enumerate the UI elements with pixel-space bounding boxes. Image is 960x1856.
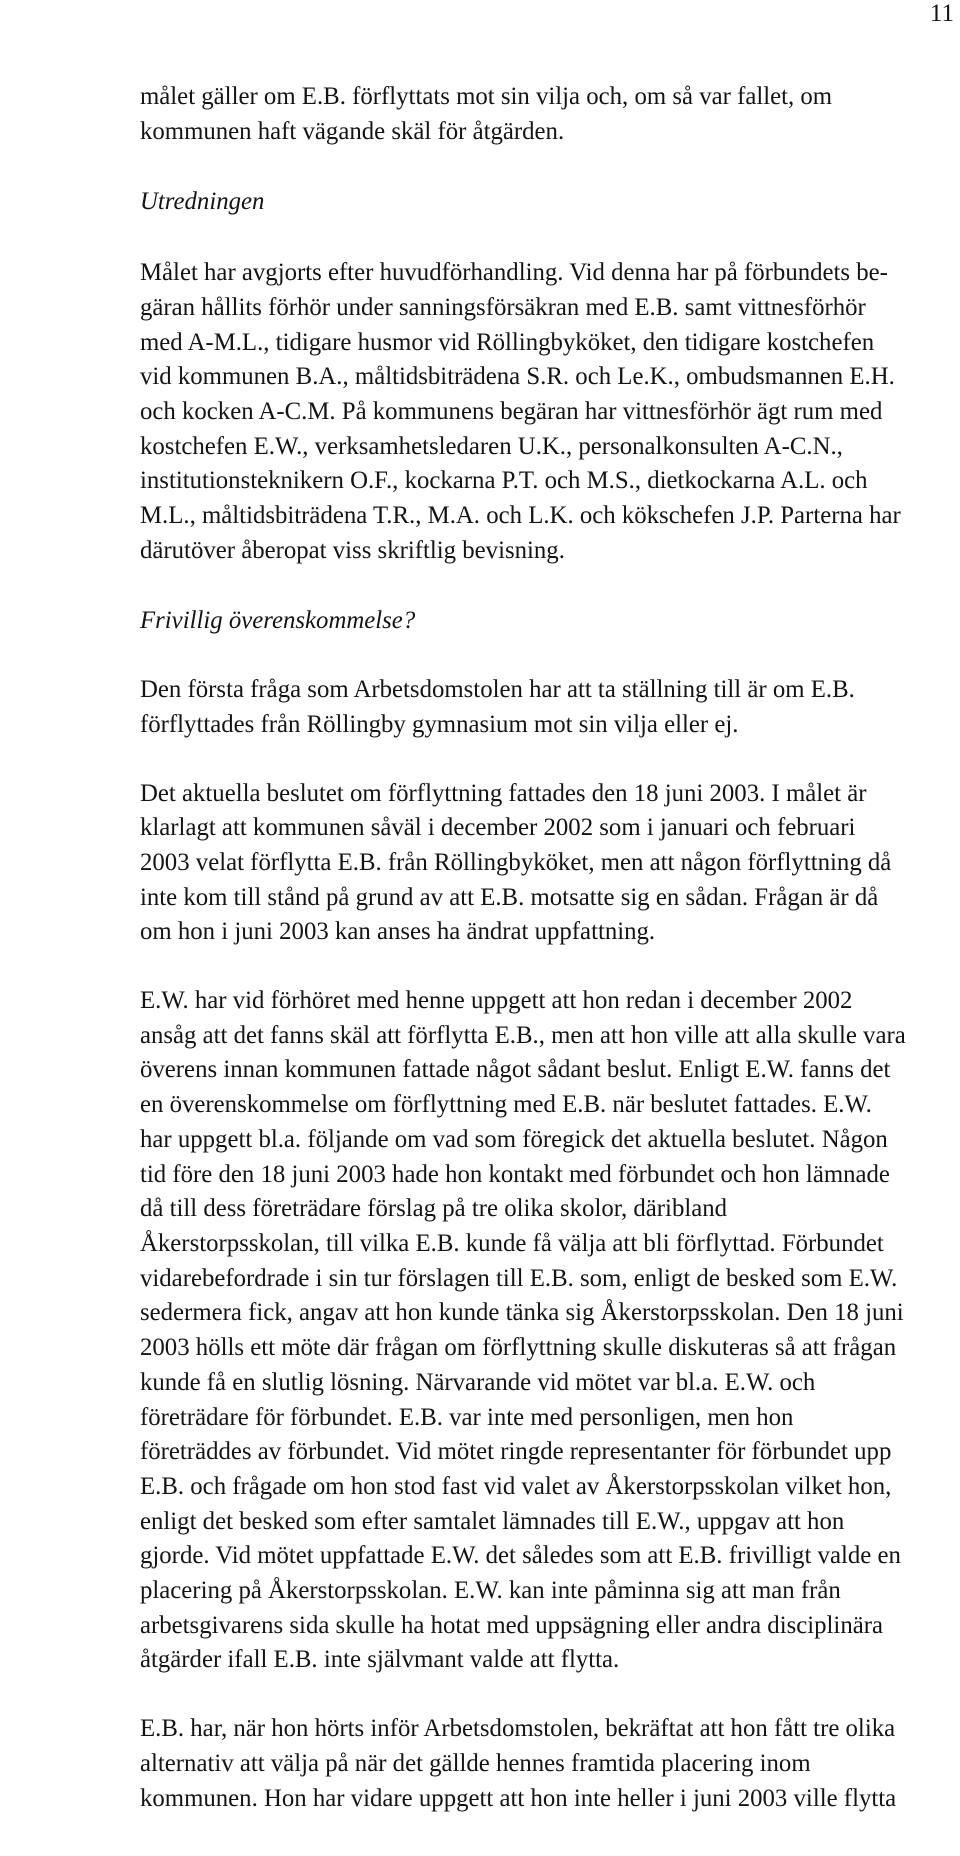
text-line: gäran hållits förhör under sanningsförsäkran med E.B. samt vittnesförhör xyxy=(140,293,866,321)
text-line: Den första fråga som Arbetsdomstolen har att ta ställning till är om E.B. xyxy=(140,676,855,704)
text-line: och kocken A-C.M. På kommunens begäran har vittnesförhör ägt rum med xyxy=(140,397,883,425)
text-line: institutionsteknikern O.F., kockarna P.T. och M.S., dietkockarna A.L. och xyxy=(140,467,868,495)
text-line: tid före den 18 juni 2003 hade hon kontakt med förbundet och hon lämnade xyxy=(140,1160,890,1188)
text-line: E.B. har, när hon hörts inför Arbetsdomstolen, bekräftat att hon fått tre olika xyxy=(140,1715,896,1743)
text-line: Målet har avgjorts efter huvudförhandling. Vid denna har på förbundets be- xyxy=(140,259,888,287)
text-line: kommunen haft vägande skäl för åtgärden. xyxy=(140,117,565,145)
text-line: företrädare för förbundet. E.B. var inte med personligen, men hon xyxy=(140,1403,794,1431)
text-line: Utredningen xyxy=(140,188,265,216)
text-line: kommunen. Hon har vidare uppgett att hon inte heller i juni 2003 ville flytta xyxy=(140,1784,897,1812)
text-line: Det aktuella beslutet om förflyttning fattades den 18 juni 2003. I målet är xyxy=(140,779,867,807)
text-line: placering på Åkerstorpsskolan. E.W. kan inte påminna sig att man från xyxy=(140,1577,841,1605)
paragraph xyxy=(140,984,940,1678)
text-line: inte kom till stånd på grund av att E.B. motsatte sig en sådan. Frågan är då xyxy=(140,883,879,911)
text-line: arbetsgivarens sida skulle ha hotat med uppsägning eller andra disciplinära xyxy=(140,1611,883,1639)
text-line: 2003 velat förflytta E.B. från Röllingbyköket, men att någon förflyttning då xyxy=(140,848,892,876)
paragraph xyxy=(140,80,940,149)
paragraph xyxy=(140,673,940,742)
section-heading xyxy=(140,185,940,220)
text-line: vidarebefordrade i sin tur förslagen till E.B. som, enligt de besked som E.W. xyxy=(140,1264,898,1292)
text-line: Åkerstorpsskolan, till vilka E.B. kunde få välja att bli förflyttad. Förbundet xyxy=(140,1229,884,1257)
text-line: förflyttades från Röllingby gymnasium mot sin vilja eller ej. xyxy=(140,710,739,738)
text-line: överens innan kommunen fattade något sådant beslut. Enligt E.W. fanns det xyxy=(140,1056,891,1084)
text-line: ansåg att det fanns skäl att förflytta E.B., men att hon ville att alla skulle vara xyxy=(140,1021,906,1049)
section-heading xyxy=(140,604,940,639)
text-line: alternativ att välja på när det gällde hennes framtida placering inom xyxy=(140,1749,811,1777)
text-line: E.B. och frågade om hon stod fast vid valet av Åkerstorpsskolan vilket hon, xyxy=(140,1472,892,1500)
text-line: 2003 hölls ett möte där frågan om förflyttning skulle diskuteras så att frågan xyxy=(140,1334,897,1362)
text-line: om hon i juni 2003 kan anses ha ändrat uppfattning. xyxy=(140,918,656,946)
text-line: målet gäller om E.B. förflyttats mot sin vilja och, om så var fallet, om xyxy=(140,83,833,110)
text-line: en överenskommelse om förflyttning med E.B. när beslutet fattades. E.W. xyxy=(140,1091,872,1119)
paragraph xyxy=(140,777,940,951)
document-body xyxy=(140,80,940,1816)
text-line: M.L., måltidsbiträdena T.R., M.A. och L.K. och kökschefen J.P. Parterna har xyxy=(140,502,901,530)
text-line: då till dess företrädare förslag på tre olika skolor, däribland xyxy=(140,1195,728,1223)
text-line: Frivillig överenskommelse? xyxy=(140,607,416,635)
text-line: åtgärder ifall E.B. inte självmant valde att flytta. xyxy=(140,1646,620,1674)
paragraph xyxy=(140,1712,940,1816)
text-line: enligt det besked som efter samtalet lämnades till E.W., uppgav att hon xyxy=(140,1507,845,1535)
text-line: gjorde. Vid mötet uppfattade E.W. det således som att E.B. frivilligt valde en xyxy=(140,1542,901,1570)
text-line: E.W. har vid förhöret med henne uppgett att hon redan i december 2002 xyxy=(140,987,853,1015)
text-line: sedermera fick, angav att hon kunde tänka sig Åkerstorpsskolan. Den 18 juni xyxy=(140,1299,904,1327)
page-number: 11 xyxy=(929,0,954,27)
text-line: därutöver åberopat viss skriftlig bevisning. xyxy=(140,536,565,564)
text-line: kunde få en slutlig lösning. Närvarande vid mötet var bl.a. E.W. och xyxy=(140,1368,816,1396)
text-line: klarlagt att kommunen såväl i december 2002 som i januari och februari xyxy=(140,814,856,842)
text-line: kostchefen E.W., verksamhetsledaren U.K., personalkonsulten A-C.N., xyxy=(140,432,843,460)
text-line: har uppgett bl.a. följande om vad som föregick det aktuella beslutet. Någon xyxy=(140,1125,888,1153)
text-line: vid kommunen B.A., måltidsbiträdena S.R. och Le.K., ombudsmannen E.H. xyxy=(140,363,895,391)
text-line: med A-M.L., tidigare husmor vid Röllingbyköket, den tidigare kostchefen xyxy=(140,328,875,356)
text-line: företräddes av förbundet. Vid mötet ringde representanter för förbundet upp xyxy=(140,1438,892,1466)
paragraph xyxy=(140,256,940,568)
